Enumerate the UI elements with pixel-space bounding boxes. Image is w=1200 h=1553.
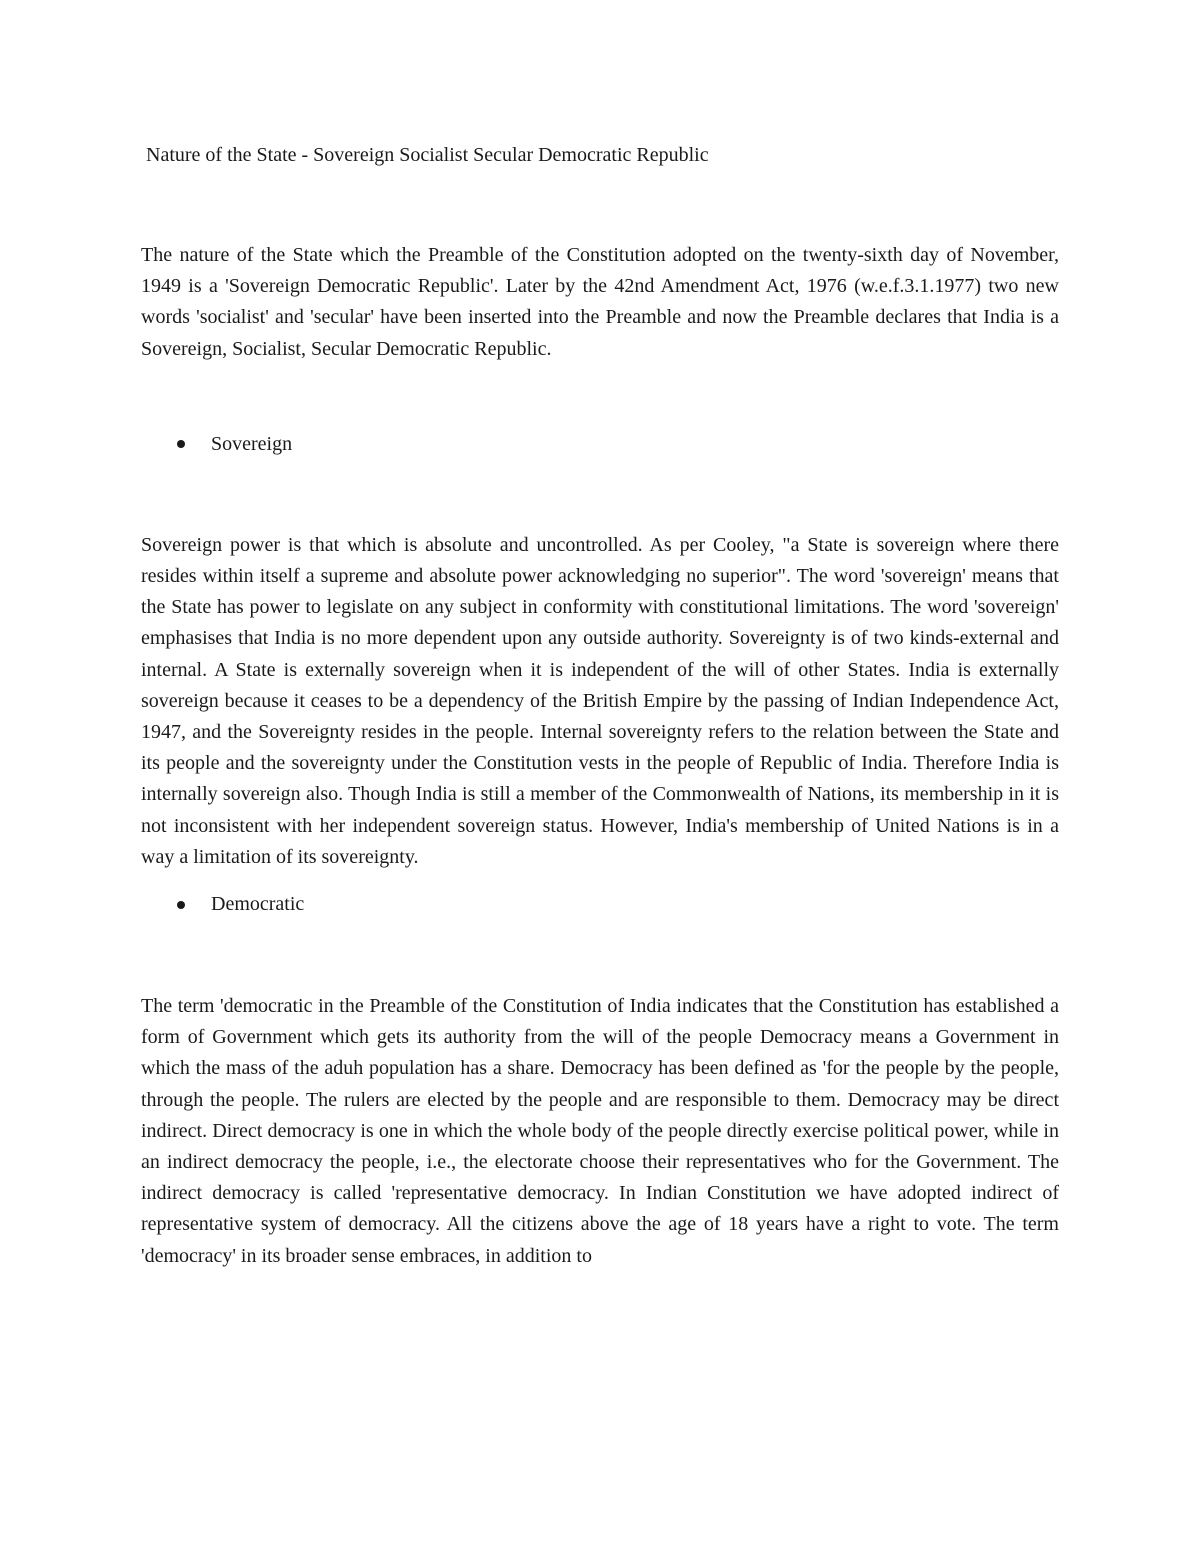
- bullet-dot-icon: [177, 901, 185, 909]
- document-title: Nature of the State - Sovereign Socialist Secular Democratic Republic: [146, 144, 709, 166]
- bullet-label: Democratic: [211, 893, 305, 916]
- bullet-dot-icon: [177, 440, 185, 448]
- document-page: [141, 140, 1059, 1272]
- bullet-label: Sovereign: [211, 432, 293, 455]
- bullet-item-democratic: [141, 889, 1059, 920]
- sovereign-paragraph: Sovereign power is that which is absolute and uncontrolled. As per Cooley, "a State is sovereign where there resides within itself a supreme and absolute power acknowledging no superior". The word 'sovereign' means that the State has power to legislate on any subject in conformity with constitutional limitations. The word 'sovereign' emphasises that India is no more dependent upon any outside authority. Sovereignty is of two kinds-external and internal. A State is externally sovereign when it is independent of the will of other States. India is externally sovereign because it ceases to be a dependency of the British Empire by the passing of Indian Independence Act, 1947, and the Sovereignty resides in the people. Internal sovereignty refers to the relation between the State and its people and the sovereignty under the Constitution vests in the people of Republic of India. Therefore India is internally sovereign also. Though India is still a member of the Commonwealth of Nations, its membership in it is not inconsistent with her independent sovereign status. However, India's membership of United Nations is in a way a limitation of its sovereignty.: [141, 533, 1059, 868]
- democratic-paragraph: The term 'democratic in the Preamble of the Constitution of India indicates that the Constitution has established a form of Government which gets its authority from the will of the people Democracy means a Government in which the mass of the aduh population has a share. Democracy has been defined as 'for the people by the people, through the people. The rulers are elected by the people and are responsible to them. Democracy may be direct indirect. Direct democracy is one in which the whole body of the people directly exercise political power, while in an indirect democracy the people, i.e., the electorate choose their representatives who for the Government. The indirect democracy is called 'representative democracy. In Indian Constitution we have adopted indirect of representative system of democracy. All the citizens above the age of 18 years have a right to vote. The term 'democracy' in its broader sense embraces, in addition to: [141, 995, 1059, 1267]
- intro-paragraph: The nature of the State which the Preamble of the Constitution adopted on the twenty-sixth day of November, 1949 is a 'Sovereign Democratic Republic'. Later by the 42nd Amendment Act, 1976 (w.e.f.3.1.1977) two new words 'socialist' and 'secular' have been inserted into the Preamble and now the Preamble declares that India is a Sovereign, Socialist, Secular Democratic Republic.: [141, 244, 1059, 360]
- bullet-item-sovereign: [141, 429, 1059, 460]
